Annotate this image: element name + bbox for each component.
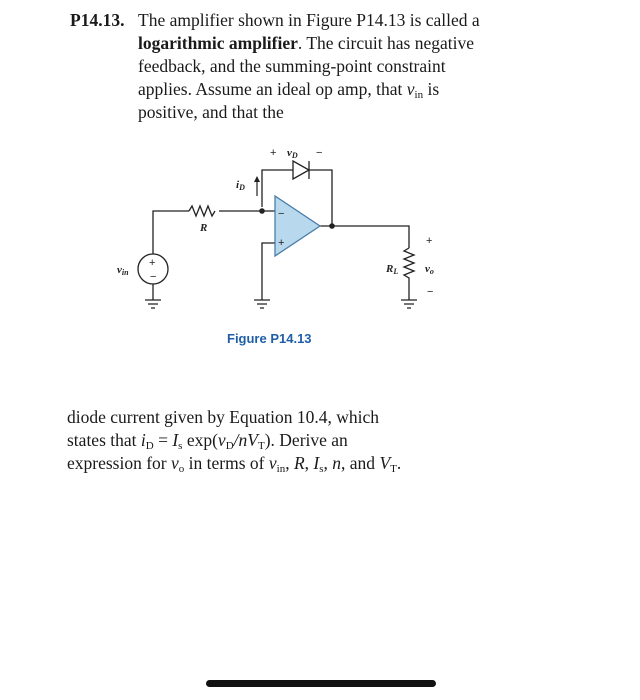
feedback-wire-right	[309, 170, 332, 226]
comma-3: ,	[323, 453, 328, 473]
diode-symbol	[293, 161, 309, 179]
current-arrow-id	[254, 176, 260, 196]
output-wire	[320, 226, 409, 248]
vo-label: vo	[425, 263, 434, 276]
id-subscript: D	[145, 440, 154, 452]
rl-label: RL	[386, 263, 399, 276]
is-symbol-2: I	[313, 453, 320, 473]
is-subscript: s	[178, 440, 183, 452]
exp-text: exp(	[186, 430, 218, 450]
vd-label: vD	[287, 147, 298, 160]
ground-symbol-source	[145, 300, 161, 308]
vo-subscript: o	[178, 463, 185, 475]
vin-symbol: v	[406, 79, 415, 99]
comma-2: ,	[304, 453, 310, 473]
cont-text-2: ). Derive an expression for	[67, 430, 348, 473]
source-plus-sign: +	[149, 257, 156, 269]
home-indicator[interactable]	[206, 680, 436, 687]
cont-text-3: in terms of	[188, 453, 265, 473]
ground-symbol-opamp	[254, 300, 270, 308]
opamp-minus-sign: −	[278, 208, 285, 220]
is-subscript-2: s	[319, 463, 324, 475]
problem-text-c: is positive, and that the	[138, 79, 440, 122]
vo-symbol: v	[171, 453, 179, 473]
figure-caption: Figure P14.13	[227, 331, 312, 346]
id-symbol: i	[140, 430, 146, 450]
is-symbol: I	[172, 430, 179, 450]
cont-text-1: diode current given by Equation 10.4, which states that	[67, 407, 380, 450]
slash-n: /n	[233, 430, 248, 450]
problem-number: P14.13.	[70, 10, 125, 30]
problem-text-a: The amplifier shown in Figure P14.13 is called a	[138, 10, 480, 30]
source-minus-sign: −	[150, 271, 157, 283]
ground-symbol-load	[401, 300, 417, 308]
cont-text-4: , and	[341, 453, 376, 473]
resistor-r-label: R	[200, 222, 208, 234]
vin-label: vin	[117, 264, 129, 277]
vin-subscript: in	[414, 89, 424, 101]
n-symbol: n	[332, 453, 342, 473]
resistor-rl	[404, 248, 414, 300]
vt-symbol: V	[247, 430, 258, 450]
period: .	[396, 453, 402, 473]
opamp-plus-sign: +	[278, 237, 285, 249]
resistor-r	[189, 206, 215, 216]
vd-subscript: D	[225, 440, 234, 452]
problem-text-b: . The circuit has negative feedback, and the summing-point constraint applies. Assume an ideal op amp, that	[138, 33, 474, 99]
vo-plus-label: +	[426, 235, 433, 247]
problem-statement	[70, 9, 490, 124]
junction-dot-input	[259, 208, 265, 214]
circuit-diagram	[0, 130, 640, 330]
vin-symbol-2: v	[268, 453, 277, 473]
vd-plus-label: +	[270, 147, 277, 159]
problem-text	[138, 9, 490, 124]
junction-dot-output	[329, 223, 335, 229]
vin-subscript-2: in	[276, 463, 286, 475]
vt-subscript-2: T	[390, 463, 397, 475]
equals-sign: =	[158, 430, 168, 450]
vd-symbol: v	[217, 430, 226, 450]
id-label: iD	[236, 179, 245, 192]
vo-minus-label: −	[427, 286, 434, 298]
vd-minus-label: −	[316, 147, 323, 159]
input-wire	[153, 211, 189, 255]
comma-1: ,	[285, 453, 290, 473]
vt-subscript: T	[257, 440, 265, 452]
r-symbol: R	[293, 453, 305, 473]
plus-input-wire	[262, 243, 275, 300]
bold-term: logarithmic amplifier	[138, 33, 298, 53]
problem-continuation	[67, 406, 417, 475]
vt-symbol-2: V	[379, 453, 391, 473]
